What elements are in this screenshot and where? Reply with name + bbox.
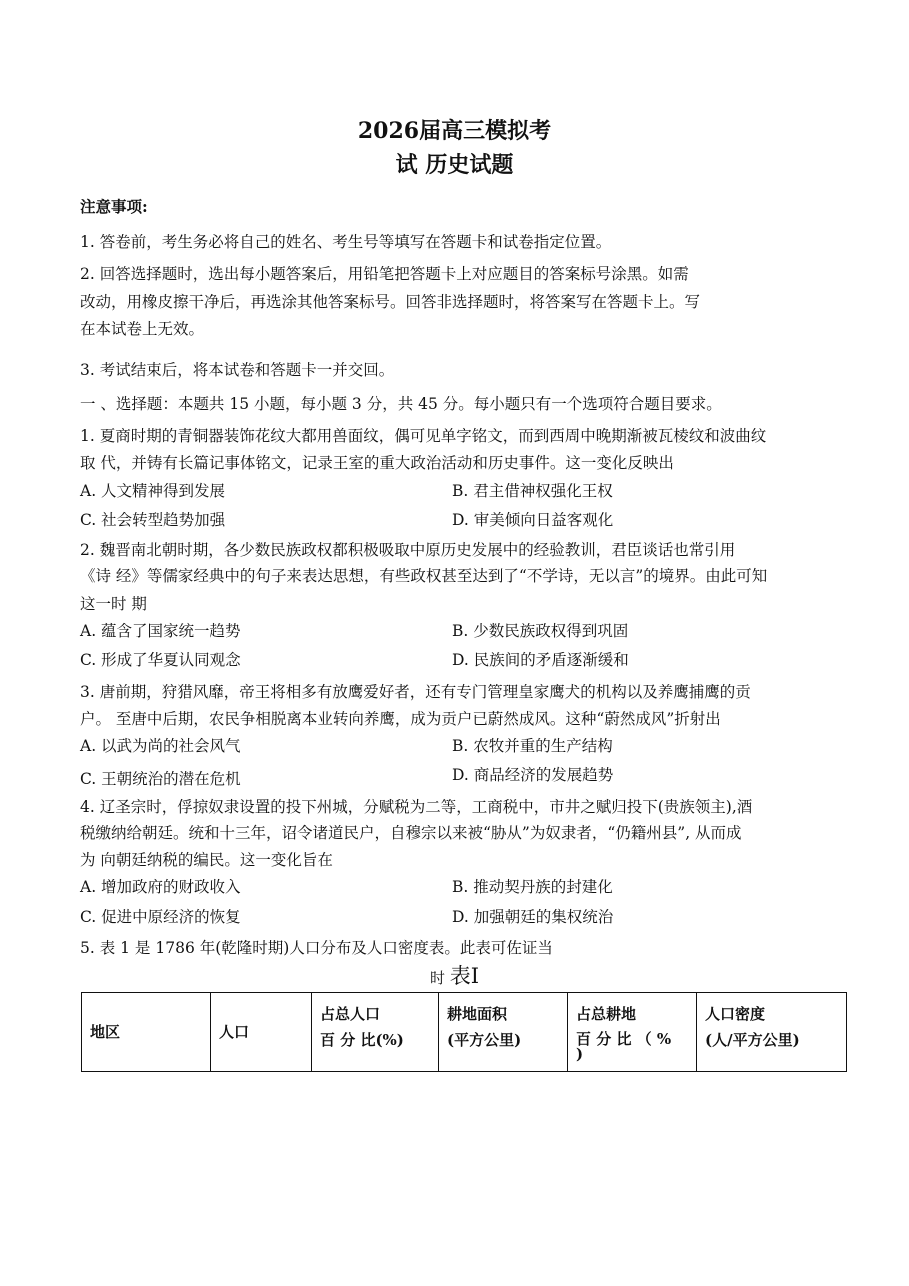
option-d: D. 审美倾向日益客观化 <box>452 511 614 529</box>
question-text: 1. 夏商时期的青铜器装饰花纹大都用兽面纹，偶可见单字铭文，而到西周中晚期渐被瓦棱纹和波曲纹 <box>80 427 767 445</box>
notice-line: 1. 答卷前，考生务必将自己的姓名、考生号等填写在答题卡和试卷指定位置。 <box>80 233 612 251</box>
question-text: 2. 魏晋南北朝时期，各少数民族政权都积极吸取中原历史发展中的经验教训，君臣谈话也常引用 <box>80 541 736 559</box>
exam-title-line1: 2026届高三模拟考 <box>357 118 552 144</box>
question-text: 4. 辽圣宗时，俘掠奴隶设置的投下州城，分赋税为二等，工商税中，市井之赋归投下(贵族领主),酒 <box>80 798 753 816</box>
header-text: 人口密度 <box>705 1005 766 1023</box>
table-header-cell <box>312 993 439 1072</box>
question-text: 这一时 期 <box>80 595 147 613</box>
table-header-row <box>82 993 847 1072</box>
option-b: B. 君主借神权强化王权 <box>452 482 613 500</box>
table-header-cell <box>697 993 847 1072</box>
option-b: B. 推动契丹族的封建化 <box>452 878 613 896</box>
option-a: A. 增加政府的财政收入 <box>80 878 241 896</box>
option-c: C. 社会转型趋势加强 <box>80 511 226 529</box>
question-text: 3. 唐前期，狩猎风靡，帝王将相多有放鹰爱好者，还有专门管理皇家鹰犬的机构以及养鹰捕鹰的贡 <box>80 683 751 701</box>
table-caption-prefix: 时 <box>429 969 445 987</box>
table-header-cell <box>568 993 697 1072</box>
population-table <box>81 992 847 1072</box>
notice-line: 3. 考试结束后，将本试卷和答题卡一并交回。 <box>80 361 395 379</box>
header-text: 人口 <box>219 1023 250 1041</box>
header-text: 百 分 比(%) <box>320 1031 404 1049</box>
table-header-cell <box>82 993 211 1072</box>
option-d: D. 民族间的矛盾逐渐缓和 <box>452 651 629 669</box>
header-text: 耕地面积 <box>447 1005 508 1023</box>
header-text: (人/平方公里) <box>705 1031 800 1049</box>
section-heading: 一 、选择题：本题共 15 小题，每小题 3 分，共 45 分。每小题只有一个选项符合题目要求。 <box>80 395 722 413</box>
option-b: B. 少数民族政权得到巩固 <box>452 622 629 640</box>
table-header-cell <box>439 993 568 1072</box>
question-text: 5. 表 1 是 1786 年(乾隆时期)人口分布及人口密度表。此表可佐证当 <box>80 939 553 957</box>
option-a: A. 以武为尚的社会风气 <box>80 737 241 755</box>
question-text: 为 向朝廷纳税的编民。这一变化旨在 <box>80 851 333 869</box>
notice-heading: 注意事项: <box>80 197 148 216</box>
notice-line: 改动，用橡皮擦干净后，再选涂其他答案标号。回答非选择题时，将答案写在答题卡上。写 <box>80 293 701 311</box>
notice-line: 在本试卷上无效。 <box>80 320 205 338</box>
notice-line: 2. 回答选择题时，选出每小题答案后，用铅笔把答题卡上对应题目的答案标号涂黑。如需 <box>80 265 689 283</box>
exam-title-line2: 试 历史试题 <box>395 152 514 178</box>
option-c: C. 形成了华夏认同观念 <box>80 651 241 669</box>
option-a: A. 人文精神得到发展 <box>80 482 226 500</box>
header-text: (平方公里) <box>447 1031 522 1049</box>
question-text: 税缴纳给朝廷。统和十三年，诏令诸道民户，自穆宗以来被“胁从”为奴隶者，“仍籍州县”, 从而成 <box>80 824 742 842</box>
option-d: D. 加强朝廷的集权统治 <box>452 908 614 926</box>
option-c: C. 王朝统治的潜在危机 <box>80 770 241 788</box>
option-b: B. 农牧并重的生产结构 <box>452 737 613 755</box>
header-text: 百 分 比 （ % <box>576 1030 672 1048</box>
option-d: D. 商品经济的发展趋势 <box>452 766 614 784</box>
option-c: C. 促进中原经济的恢复 <box>80 908 241 926</box>
table-header-cell <box>211 993 312 1072</box>
table-caption-title: 表Ⅰ <box>449 964 480 988</box>
header-text: 占总人口 <box>320 1005 381 1023</box>
question-text: 户。 至唐中后期，农民争相脱离本业转向养鹰，成为贡户已蔚然成风。这种“蔚然成风”折射出 <box>80 710 721 728</box>
question-text: 取 代，并铸有长篇记事体铭文，记录王室的重大政治活动和历史事件。这一变化反映出 <box>80 454 674 472</box>
question-text: 《诗 经》等儒家经典中的句子来表达思想，有些政权甚至达到了“不学诗，无以言”的境界。由此可知 <box>80 567 768 585</box>
header-text: 占总耕地 <box>576 1005 637 1023</box>
option-a: A. 蕴含了国家统一趋势 <box>80 622 241 640</box>
header-text: ) <box>576 1045 584 1063</box>
header-text: 地区 <box>90 1023 121 1041</box>
table-caption <box>0 960 909 990</box>
